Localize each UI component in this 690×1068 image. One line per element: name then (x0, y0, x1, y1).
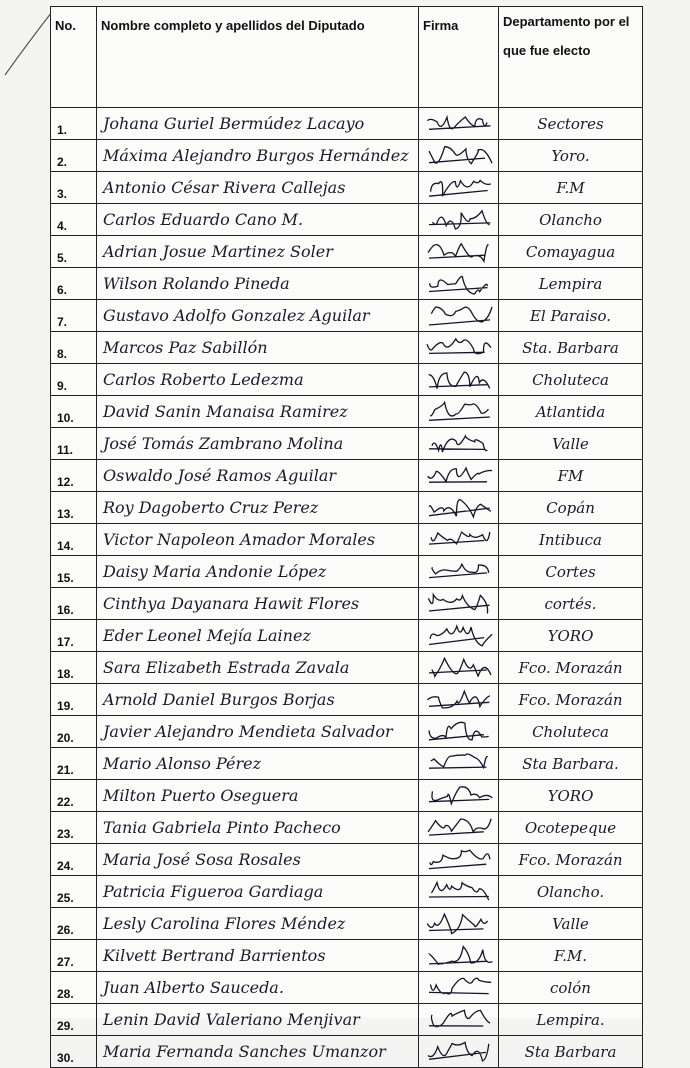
row-number: 21. (51, 748, 97, 780)
table-row (51, 492, 643, 524)
header-firma: Firma (419, 7, 499, 108)
signature-cell (419, 972, 499, 1004)
table-row (51, 1004, 643, 1036)
deputy-name: Antonio César Rivera Callejas (97, 172, 419, 204)
row-number: 12. (51, 460, 97, 492)
department-name: Choluteca (499, 716, 643, 748)
row-number: 13. (51, 492, 97, 524)
department-name: Ocotepeque (499, 812, 643, 844)
department-name: cortés. (499, 588, 643, 620)
signature-cell (419, 652, 499, 684)
signature-cell (419, 300, 499, 332)
signature-cell (419, 812, 499, 844)
department-name: F.M (499, 172, 643, 204)
handwritten-signature-icon (423, 590, 495, 616)
row-number: 7. (51, 300, 97, 332)
deputy-name: Cinthya Dayanara Hawit Flores (97, 588, 419, 620)
handwritten-signature-icon (423, 878, 495, 904)
table-row (51, 972, 643, 1004)
header-departamento: Departamento por el que fue electo (499, 7, 643, 108)
handwritten-signature-icon (423, 398, 495, 424)
handwritten-signature-icon (423, 974, 495, 1000)
table-row (51, 588, 643, 620)
handwritten-signature-icon (423, 494, 495, 520)
handwritten-signature-icon (423, 110, 495, 136)
deputy-name: Lesly Carolina Flores Méndez (97, 908, 419, 940)
row-number: 28. (51, 972, 97, 1004)
handwritten-signature-icon (423, 750, 495, 776)
row-number: 5. (51, 236, 97, 268)
table-row (51, 716, 643, 748)
row-number: 17. (51, 620, 97, 652)
handwritten-signature-icon (423, 1006, 495, 1032)
signature-cell (419, 204, 499, 236)
deputy-name: Wilson Rolando Pineda (97, 268, 419, 300)
deputy-name: Carlos Roberto Ledezma (97, 364, 419, 396)
handwritten-signature-icon (423, 686, 495, 712)
deputy-name: Johana Guriel Bermúdez Lacayo (97, 108, 419, 140)
deputy-name: Adrian Josue Martinez Soler (97, 236, 419, 268)
table-row (51, 940, 643, 972)
table-row (51, 268, 643, 300)
deputy-name: Milton Puerto Oseguera (97, 780, 419, 812)
deputy-name: Carlos Eduardo Cano M. (97, 204, 419, 236)
table-row (51, 844, 643, 876)
row-number: 29. (51, 1004, 97, 1036)
signature-cell (419, 524, 499, 556)
deputy-name: Juan Alberto Sauceda. (97, 972, 419, 1004)
table-row (51, 300, 643, 332)
signature-cell (419, 140, 499, 172)
department-name: F.M. (499, 940, 643, 972)
deputy-name: David Sanin Manaisa Ramirez (97, 396, 419, 428)
department-name: Atlantida (499, 396, 643, 428)
row-number: 6. (51, 268, 97, 300)
row-number: 4. (51, 204, 97, 236)
handwritten-signature-icon (423, 718, 495, 744)
department-name: Valle (499, 908, 643, 940)
table-row (51, 684, 643, 716)
deputy-name: Eder Leonel Mejía Lainez (97, 620, 419, 652)
department-name: YORO (499, 620, 643, 652)
department-name: FM (499, 460, 643, 492)
signature-cell (419, 396, 499, 428)
signature-cell (419, 172, 499, 204)
department-name: Fco. Morazán (499, 652, 643, 684)
deputy-name: Mario Alonso Pérez (97, 748, 419, 780)
signature-cell (419, 588, 499, 620)
handwritten-signature-icon (423, 462, 495, 488)
row-number: 8. (51, 332, 97, 364)
signature-cell (419, 716, 499, 748)
row-number: 15. (51, 556, 97, 588)
signature-cell (419, 908, 499, 940)
table-row (51, 652, 643, 684)
signature-cell (419, 1036, 499, 1068)
department-name: Fco. Morazán (499, 844, 643, 876)
department-name: Sta Barbara (499, 1036, 643, 1068)
signature-cell (419, 940, 499, 972)
row-number: 3. (51, 172, 97, 204)
row-number: 25. (51, 876, 97, 908)
handwritten-signature-icon (423, 238, 495, 264)
handwritten-signature-icon (423, 142, 495, 168)
table-row (51, 236, 643, 268)
signature-cell (419, 460, 499, 492)
table-row (51, 748, 643, 780)
row-number: 20. (51, 716, 97, 748)
signature-roster-table (50, 6, 643, 1068)
table-row (51, 332, 643, 364)
deputy-name: Victor Napoleon Amador Morales (97, 524, 419, 556)
deputy-name: Gustavo Adolfo Gonzalez Aguilar (97, 300, 419, 332)
table-row (51, 1036, 643, 1068)
row-number: 14. (51, 524, 97, 556)
handwritten-signature-icon (423, 814, 495, 840)
table-row (51, 780, 643, 812)
deputy-name: Maria Fernanda Sanches Umanzor (97, 1036, 419, 1068)
department-name: Sta. Barbara (499, 332, 643, 364)
table-row (51, 876, 643, 908)
deputy-name: Marcos Paz Sabillón (97, 332, 419, 364)
row-number: 24. (51, 844, 97, 876)
table-row (51, 812, 643, 844)
table-row (51, 556, 643, 588)
signature-cell (419, 780, 499, 812)
department-name: Intibuca (499, 524, 643, 556)
signature-cell (419, 332, 499, 364)
table-header-row (51, 7, 643, 108)
header-no: No. (51, 7, 97, 108)
deputy-name: José Tomás Zambrano Molina (97, 428, 419, 460)
row-number: 1. (51, 108, 97, 140)
deputy-name: Oswaldo José Ramos Aguilar (97, 460, 419, 492)
department-name: Fco. Morazán (499, 684, 643, 716)
handwritten-signature-icon (423, 526, 495, 552)
handwritten-signature-icon (423, 206, 495, 232)
department-name: YORO (499, 780, 643, 812)
deputy-name: Roy Dagoberto Cruz Perez (97, 492, 419, 524)
handwritten-signature-icon (423, 846, 495, 872)
department-name: Sta Barbara. (499, 748, 643, 780)
department-name: Copán (499, 492, 643, 524)
deputy-name: Sara Elizabeth Estrada Zavala (97, 652, 419, 684)
table-row (51, 204, 643, 236)
signature-cell (419, 620, 499, 652)
table-row (51, 524, 643, 556)
row-number: 27. (51, 940, 97, 972)
signature-cell (419, 844, 499, 876)
handwritten-signature-icon (423, 334, 495, 360)
row-number: 18. (51, 652, 97, 684)
department-name: Sectores (499, 108, 643, 140)
department-name: Lempira. (499, 1004, 643, 1036)
row-number: 22. (51, 780, 97, 812)
signature-cell (419, 492, 499, 524)
department-name: Olancho. (499, 876, 643, 908)
deputy-name: Javier Alejandro Mendieta Salvador (97, 716, 419, 748)
row-number: 19. (51, 684, 97, 716)
roster-body (51, 108, 643, 1068)
row-number: 16. (51, 588, 97, 620)
row-number: 11. (51, 428, 97, 460)
department-name: El Paraiso. (499, 300, 643, 332)
deputy-name: Arnold Daniel Burgos Borjas (97, 684, 419, 716)
department-name: Yoro. (499, 140, 643, 172)
handwritten-signature-icon (423, 942, 495, 968)
table-row (51, 364, 643, 396)
department-name: Comayagua (499, 236, 643, 268)
row-number: 2. (51, 140, 97, 172)
signature-cell (419, 236, 499, 268)
table-row (51, 620, 643, 652)
handwritten-signature-icon (423, 910, 495, 936)
signature-cell (419, 1004, 499, 1036)
deputy-name: Daisy Maria Andonie López (97, 556, 419, 588)
department-name: Cortes (499, 556, 643, 588)
deputy-name: Kilvett Bertrand Barrientos (97, 940, 419, 972)
handwritten-signature-icon (423, 430, 495, 456)
department-name: Olancho (499, 204, 643, 236)
department-name: Choluteca (499, 364, 643, 396)
handwritten-signature-icon (423, 622, 495, 648)
row-number: 23. (51, 812, 97, 844)
signature-cell (419, 428, 499, 460)
table-row (51, 460, 643, 492)
deputy-name: Lenin David Valeriano Menjivar (97, 1004, 419, 1036)
table-row (51, 428, 643, 460)
row-number: 10. (51, 396, 97, 428)
department-name: colón (499, 972, 643, 1004)
table-row (51, 172, 643, 204)
deputy-name: Tania Gabriela Pinto Pacheco (97, 812, 419, 844)
table-row (51, 108, 643, 140)
signature-cell (419, 556, 499, 588)
deputy-name: Patricia Figueroa Gardiaga (97, 876, 419, 908)
handwritten-signature-icon (423, 654, 495, 680)
signature-cell (419, 268, 499, 300)
handwritten-signature-icon (423, 1038, 495, 1064)
table-row (51, 140, 643, 172)
table-row (51, 396, 643, 428)
table-row (51, 908, 643, 940)
handwritten-signature-icon (423, 174, 495, 200)
deputy-name: Máxima Alejandro Burgos Hernández (97, 140, 419, 172)
handwritten-signature-icon (423, 782, 495, 808)
department-name: Valle (499, 428, 643, 460)
signature-cell (419, 108, 499, 140)
row-number: 9. (51, 364, 97, 396)
department-name: Lempira (499, 268, 643, 300)
row-number: 30. (51, 1036, 97, 1068)
handwritten-signature-icon (423, 366, 495, 392)
signature-cell (419, 748, 499, 780)
handwritten-signature-icon (423, 270, 495, 296)
header-name: Nombre completo y apellidos del Diputado (97, 7, 419, 108)
deputy-name: Maria José Sosa Rosales (97, 844, 419, 876)
signature-cell (419, 684, 499, 716)
handwritten-signature-icon (423, 558, 495, 584)
row-number: 26. (51, 908, 97, 940)
signature-cell (419, 364, 499, 396)
handwritten-signature-icon (423, 302, 495, 328)
signature-cell (419, 876, 499, 908)
